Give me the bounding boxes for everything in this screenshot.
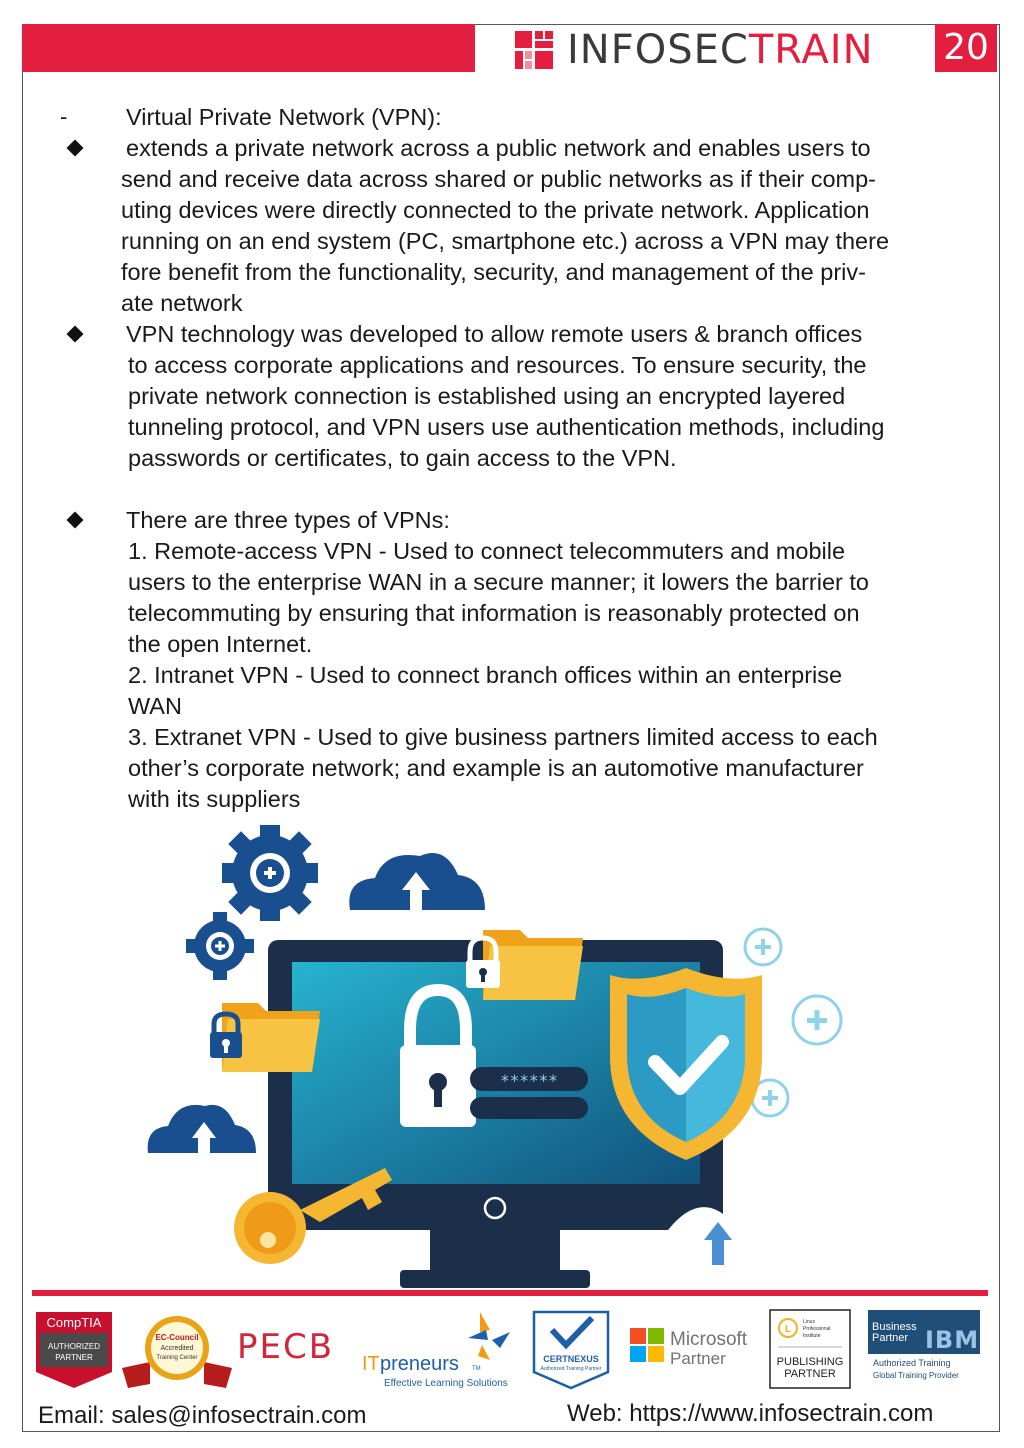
bullet1-line: uting devices were directly connected to the private network. Application xyxy=(121,197,870,223)
gear-icon xyxy=(222,825,318,921)
bullet2-line: VPN technology was developed to allow remote users & branch offices xyxy=(126,321,863,347)
password-mask: ****** xyxy=(500,1071,558,1090)
locked-folder-icon xyxy=(210,1003,320,1072)
password-field xyxy=(470,1097,588,1119)
type1-line: users to the enterprise WAN in a secure manner; it lowers the barrier to xyxy=(128,569,869,595)
title-dash: - xyxy=(60,104,68,129)
brand-main: INFOSEC xyxy=(567,27,749,73)
header-red-bar xyxy=(22,24,475,72)
section-title: Virtual Private Network (VPN): xyxy=(126,104,442,130)
cloud-upload-icon xyxy=(148,1105,256,1153)
type1-title: 1. Remote-access VPN xyxy=(128,538,373,564)
svg-text:PUBLISHING: PUBLISHING xyxy=(776,1356,844,1368)
footer-web: Web: https://www.infosectrain.com xyxy=(567,1400,934,1427)
bullet1-line: send and receive data across shared or public networks as if their comp- xyxy=(121,166,876,192)
locked-folder-icon xyxy=(466,930,583,1000)
svg-text:Professional: Professional xyxy=(803,1326,831,1332)
bullet1-line: extends a private network across a public network and enables users to xyxy=(126,135,871,161)
svg-text:PARTNER: PARTNER xyxy=(55,1353,93,1362)
partner-logos xyxy=(30,1305,990,1395)
type3-line: other’s corporate network; and example is an automotive manufacturer xyxy=(128,755,864,781)
lpi-publishing-partner-logo xyxy=(770,1310,850,1388)
type3-title: 3. Extranet VPN xyxy=(128,724,297,750)
vpn-types-heading: There are three types of VPNs: xyxy=(126,507,450,533)
svg-text:Global Training Provider: Global Training Provider xyxy=(873,1371,959,1380)
svg-text:Accredited: Accredited xyxy=(160,1345,194,1352)
brand-accent: TRAIN xyxy=(748,27,874,73)
certnexus-logo xyxy=(534,1312,608,1388)
comptia-logo xyxy=(36,1312,112,1388)
ec-council-logo xyxy=(122,1316,232,1388)
svg-text:preneurs: preneurs xyxy=(380,1353,459,1375)
type2-line: WAN xyxy=(128,693,182,719)
type3-desc: - Used to give business partners limited access to each xyxy=(296,724,878,750)
svg-text:Linux: Linux xyxy=(803,1319,815,1325)
bullet1-line: fore benefit from the functionality, security, and management of the priv- xyxy=(121,259,866,285)
svg-text:CERTNEXUS: CERTNEXUS xyxy=(543,1354,599,1364)
svg-text:L: L xyxy=(784,1324,792,1335)
page-number: 20 xyxy=(935,24,997,72)
bullet2-line: passwords or certificates, to gain access to the VPN. xyxy=(128,445,677,471)
ibm-business-partner-logo xyxy=(868,1310,980,1380)
type1-line: telecommuting by ensuring that information is reasonably protected on xyxy=(128,600,860,626)
pecb-logo: PECB xyxy=(237,1327,335,1367)
bullet1-line: running on an end system (PC, smartphone etc.) across a VPN may there xyxy=(121,228,890,254)
type1-line: the open Internet. xyxy=(128,631,313,657)
svg-text:IT: IT xyxy=(362,1353,380,1375)
gear-icon xyxy=(186,912,254,980)
footer-divider xyxy=(32,1290,988,1296)
cloud-upload-icon xyxy=(349,853,485,910)
svg-text:AUTHORIZED: AUTHORIZED xyxy=(48,1342,100,1351)
footer-email: Email: sales@infosectrain.com xyxy=(38,1402,367,1429)
logo-mark-icon xyxy=(515,31,553,69)
type3-line xyxy=(128,722,878,753)
type2-line xyxy=(128,660,842,691)
svg-text:Business: Business xyxy=(872,1321,917,1333)
svg-text:Microsoft: Microsoft xyxy=(670,1329,748,1350)
type3-line: with its suppliers xyxy=(128,786,301,812)
infosectrain-logo xyxy=(515,27,874,73)
svg-text:Partner: Partner xyxy=(670,1349,726,1368)
type1-desc: - Used to connect telecommuters and mobile xyxy=(372,538,846,564)
svg-text:EC-Council: EC-Council xyxy=(155,1333,199,1342)
itpreneurs-logo xyxy=(362,1312,510,1389)
type2-title: 2. Intranet VPN xyxy=(128,662,289,688)
svg-text:Partner: Partner xyxy=(872,1332,909,1344)
svg-text:Effective Learning Solutions: Effective Learning Solutions xyxy=(384,1378,508,1389)
svg-text:TM: TM xyxy=(472,1366,481,1372)
bullet2-line: to access corporate applications and resources. To ensure security, the xyxy=(128,352,867,378)
type2-desc: - Used to connect branch offices within an enterprise xyxy=(288,662,843,688)
plus-circle-icon xyxy=(745,929,781,965)
svg-text:Institute: Institute xyxy=(803,1333,821,1339)
upload-arrow-icon xyxy=(668,1207,732,1290)
microsoft-partner-logo xyxy=(630,1328,748,1368)
bullet2-line: private network connection is established using an encrypted layered xyxy=(128,383,846,409)
svg-text:Authorized Training Partner: Authorized Training Partner xyxy=(540,1366,602,1372)
vpn-illustration xyxy=(140,820,860,1290)
svg-text:IBM: IBM xyxy=(925,1326,980,1354)
bullet1-line: ate network xyxy=(121,290,243,316)
svg-text:PARTNER: PARTNER xyxy=(784,1368,836,1380)
svg-text:CompTIA: CompTIA xyxy=(46,1315,102,1330)
svg-text:Training Center: Training Center xyxy=(156,1355,198,1361)
plus-circle-icon xyxy=(793,996,841,1044)
bullet2-line: tunneling protocol, and VPN users use authentication methods, including xyxy=(128,414,885,440)
svg-text:Authorized Training: Authorized Training xyxy=(873,1358,951,1368)
type1-line xyxy=(128,536,845,567)
